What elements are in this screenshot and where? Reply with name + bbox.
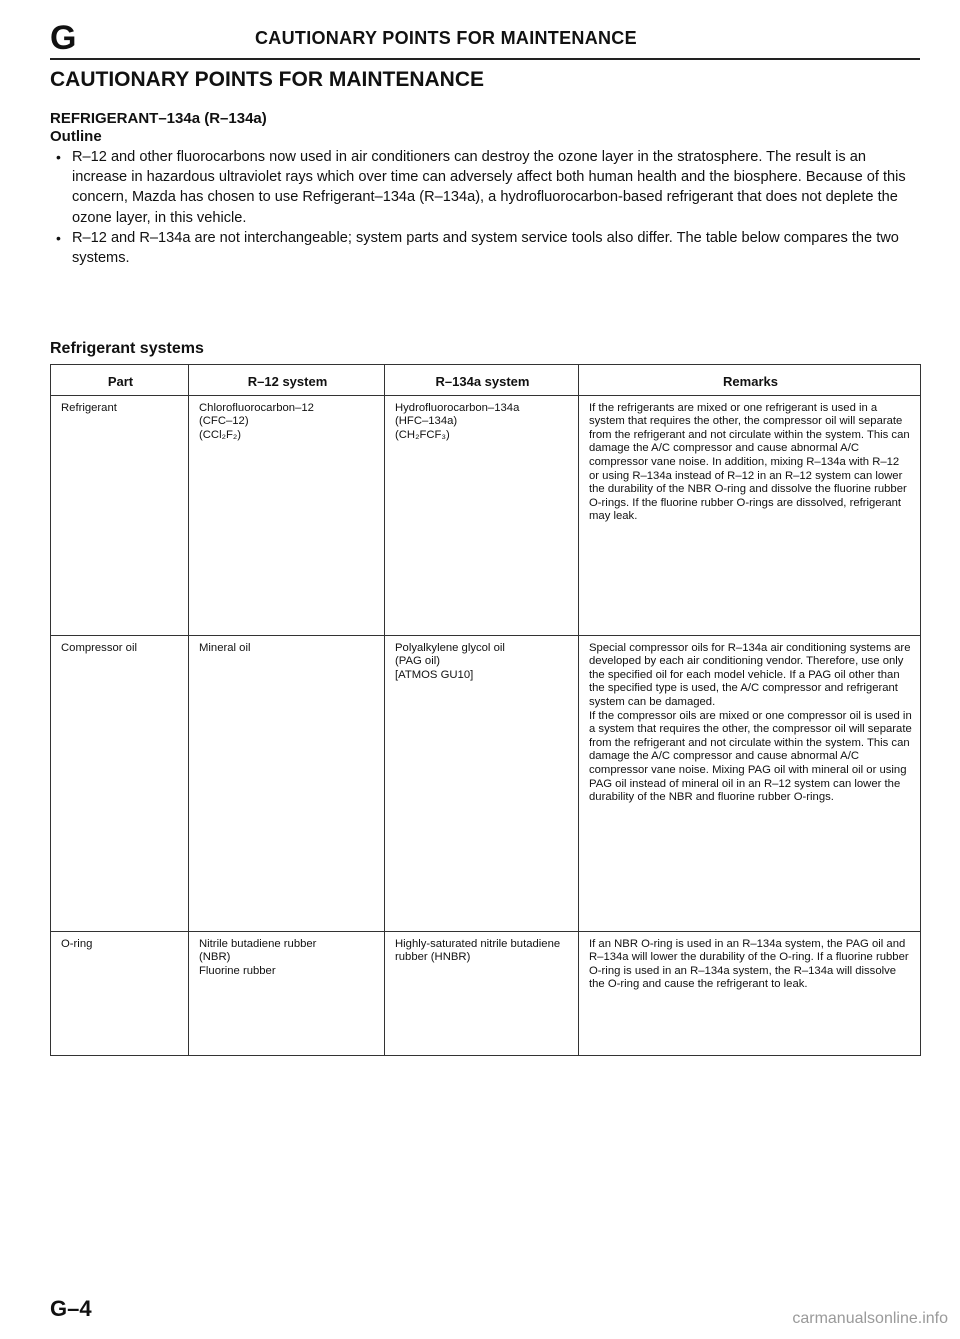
cell-r12: Nitrile butadiene rubber (NBR) Fluorine rubber	[189, 931, 385, 1055]
cell-remarks: If the refrigerants are mixed or one refrigerant is used in a system that requires the other, the compressor oil will separate from the refrigerant and not circulate within the system. This can damage the A/C compressor and cause abnormal A/C compressor vane noise. In addition, mixing R–134a with R–12 or using R–134a instead of R–12 in an R–12 system can lower the durability of the NBR O-ring and dissolve the fluorine rubber O-rings. If the fluorine rubber O-rings are dissolved, refrigerant may leak.	[579, 395, 921, 635]
refrigerant-systems-table	[50, 364, 921, 1056]
list-item	[50, 147, 925, 228]
cell-remarks: If an NBR O-ring is used in an R–134a system, the PAG oil and R–134a will lower the durability of the O-ring. If a fluorine rubber O-ring is used in an R–134a system, the R–134a will dissolve the O-ring and cause the refrigerant to leak.	[579, 931, 921, 1055]
bullet-text: R–12 and other fluorocarbons now used in air conditioners can destroy the ozone layer in the stratosphere. The result is an increase in hazardous ultraviolet rays which over time can adversely affect both human health and the biosphere. Because of this concern, Mazda has chosen to use Refrigerant–134a (R–134a), a hydrofluorocarbon-based refrigerant that does not deplete the ozone layer, in this vehicle.	[72, 149, 906, 226]
cell-r134a: Hydrofluorocarbon–134a (HFC–134a) (CH₂FCF₃)	[385, 395, 579, 635]
section-subheading: REFRIGERANT–134a (R–134a)	[50, 110, 267, 127]
page-title: CAUTIONARY POINTS FOR MAINTENANCE	[50, 68, 485, 91]
cell-r12: Chlorofluorocarbon–12 (CFC–12) (CCl₂F₂)	[189, 395, 385, 635]
cell-remarks: Special compressor oils for R–134a air conditioning systems are developed by each air conditioning vendor. Therefore, use only the specified oil for each model vehicle. If a PAG oil other than the specified type is used, the A/C compressor and refrigerant system can be damaged. If the compressor oils are mixed or one compressor oil is used in a system that requires the other, the compressor oil will separate from the refrigerant and not circulate within the system. This can damage the A/C compressor and cause abnormal A/C compressor vane noise. Mixing PAG oil with mineral oil or using PAG oil instead of mineral oil in an R–12 system can lower the durability of the NBR and fluorine rubber O-rings.	[579, 635, 921, 931]
section-letter: G	[50, 19, 77, 57]
cell-part: O-ring	[51, 931, 189, 1055]
cell-r134a: Highly-saturated nitrile butadiene rubber (HNBR)	[385, 931, 579, 1055]
column-header-r12: R–12 system	[189, 365, 385, 396]
column-header-part: Part	[51, 365, 189, 396]
table-row	[51, 931, 921, 1055]
cell-r12: Mineral oil	[189, 635, 385, 931]
outline-label: Outline	[50, 128, 102, 145]
column-header-r134a: R–134a system	[385, 365, 579, 396]
bullet-text: R–12 and R–134a are not interchangeable; system parts and system service tools also differ. The table below compares the two systems.	[72, 229, 899, 267]
cell-part: Compressor oil	[51, 635, 189, 931]
header-title: CAUTIONARY POINTS FOR MAINTENANCE	[255, 28, 637, 48]
table-header-row	[51, 365, 921, 396]
bullet-icon: •	[56, 229, 61, 246]
page-number: G–4	[50, 1296, 92, 1321]
cell-part: Refrigerant	[51, 395, 189, 635]
bullet-icon: •	[56, 149, 61, 165]
outline-bullet-list	[50, 147, 925, 268]
table-row	[51, 635, 921, 931]
column-header-remarks: Remarks	[579, 365, 921, 396]
cell-r134a: Polyalkylene glycol oil (PAG oil) [ATMOS GU10]	[385, 635, 579, 931]
page-header	[50, 18, 920, 60]
table-row	[51, 395, 921, 635]
table-caption: Refrigerant systems	[50, 340, 204, 357]
watermark: carmanualsonline.info	[792, 1310, 948, 1327]
list-item	[50, 228, 925, 268]
